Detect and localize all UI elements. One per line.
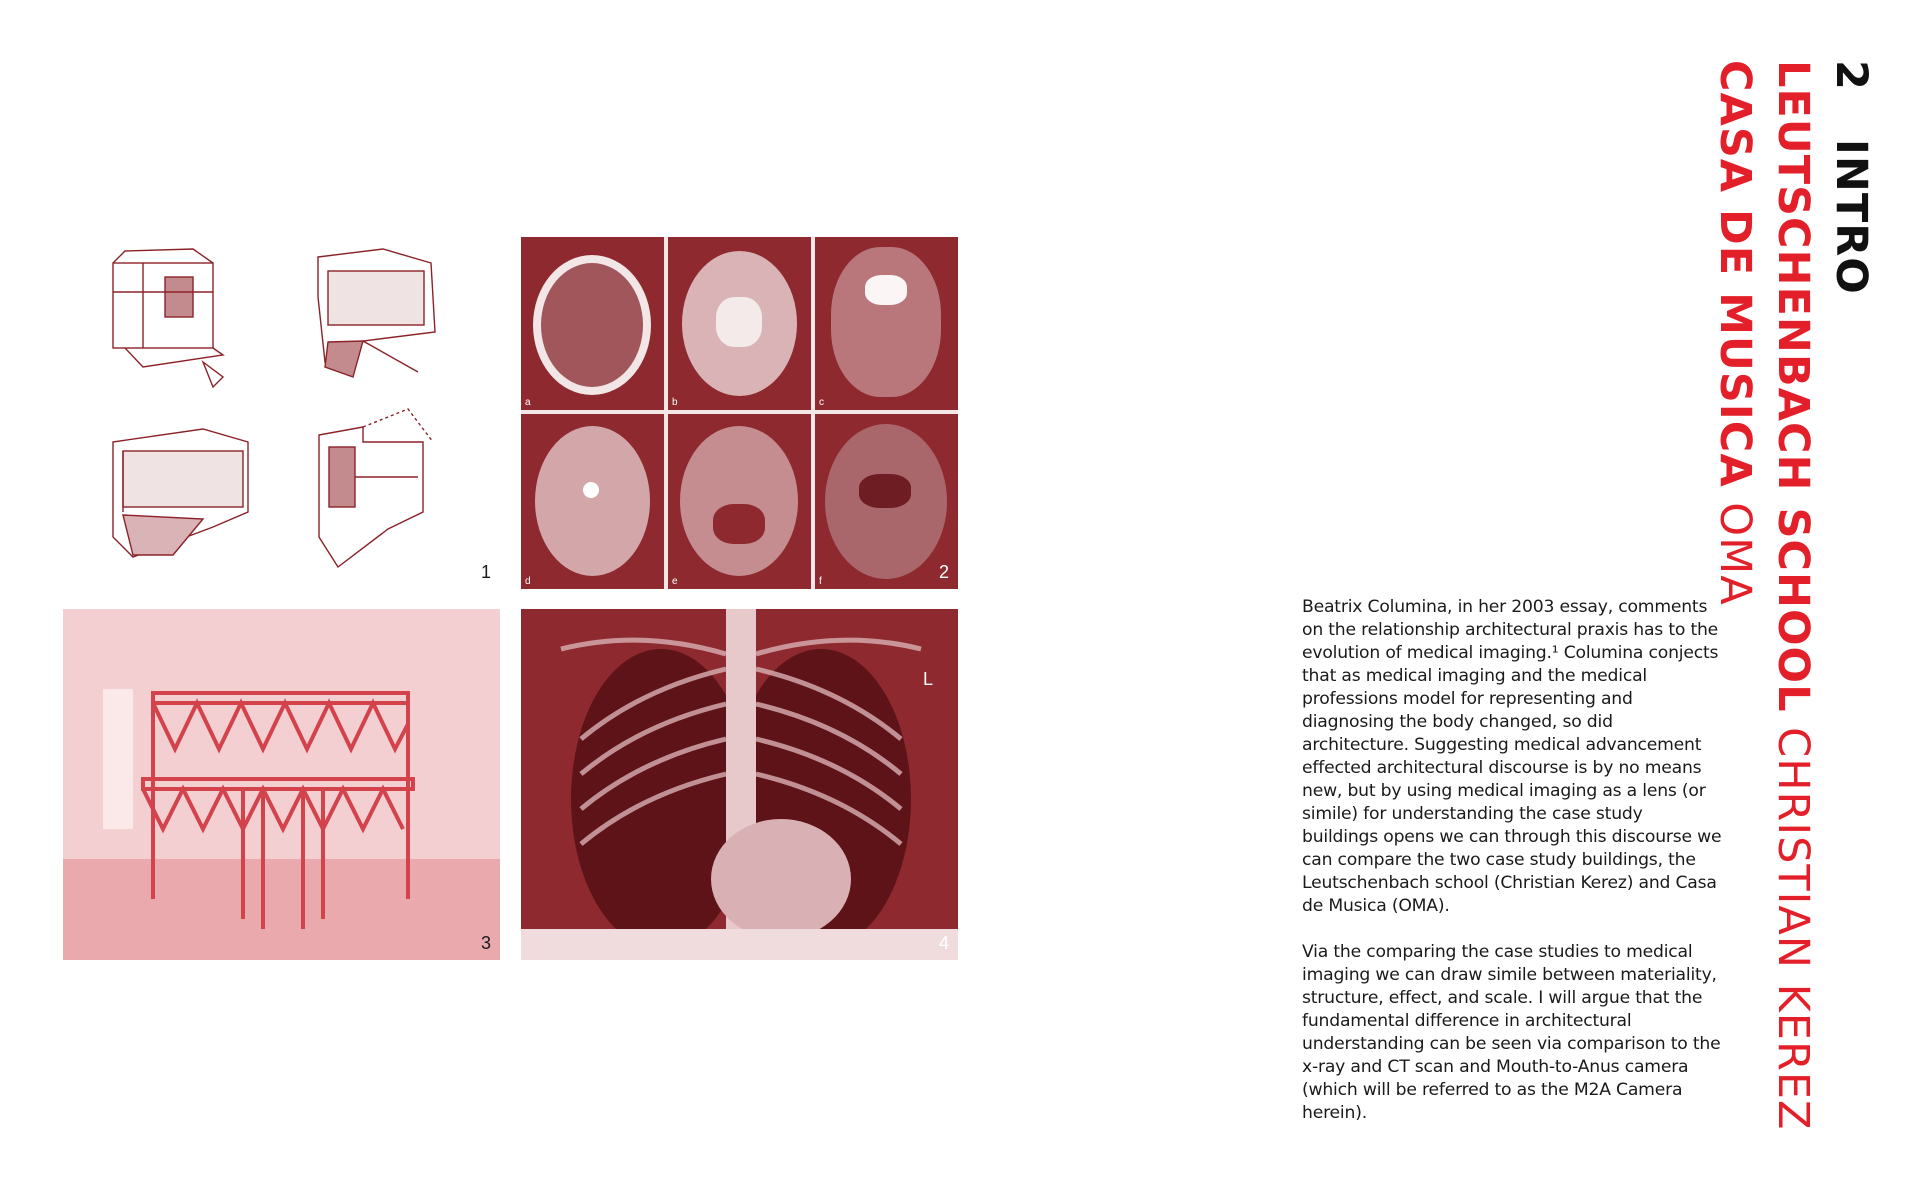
title-line-3 [1706, 60, 1764, 1130]
xray-side-marker: L [923, 669, 934, 689]
mri-panel-d [521, 414, 664, 589]
title-line-2 [1764, 60, 1822, 1130]
paragraph-2: Via the comparing the case studies to medical imaging we can draw simile between materiality, structure, effect, and scale. I will argue that the fundamental difference in architectural understanding can be seen via comparison to the x-ray and CT scan and Mouth-to-Anus camera (which will be referred to as the M2A Camera herein). [1302, 942, 1721, 1123]
mri-panel-a [521, 237, 664, 410]
title-leutschenbach: LEUTSCHENBACH SCHOOL [1768, 60, 1818, 713]
mri-panel-c [815, 237, 958, 410]
mri-panel-b [668, 237, 811, 410]
title-oma: OMA [1710, 502, 1760, 606]
figure-1-floor-plans [63, 237, 500, 589]
title-casa-de-musica: CASA DE MUSICA [1710, 60, 1760, 488]
figure-2-number: 2 [938, 562, 949, 582]
mri-label-a: a [525, 397, 531, 408]
figure-2-brain-scans [521, 237, 958, 589]
figure-3-number: 3 [480, 933, 491, 953]
chest-xray-drawing [521, 609, 958, 960]
mri-panel-e [668, 414, 811, 589]
red-structure-drawing [63, 609, 500, 960]
figure-4-chest-xray [521, 609, 958, 960]
title-christian-kerez: CHRISTIAN KEREZ [1768, 727, 1818, 1131]
mri-label-b: b [672, 397, 678, 408]
vertical-title-rotated [1706, 60, 1880, 1130]
figure-4-number: 4 [938, 933, 949, 953]
mri-label-e: e [672, 576, 678, 587]
figure-3-red-structure [63, 609, 500, 960]
page-number: 2 [1826, 60, 1876, 91]
floor-plans-drawing [63, 237, 500, 589]
body-text [1302, 596, 1722, 1148]
section-title: INTRO [1826, 138, 1876, 295]
mri-panel-f [815, 414, 958, 589]
figure-1-number: 1 [480, 562, 491, 582]
mri-label-c: c [819, 397, 824, 408]
paragraph-1: Beatrix Columina, in her 2003 essay, comments on the relationship architectural praxis has to the evolution of medical imaging.¹ Columina conjects that as medical imaging and the medical professions model for representing and diagnosing the body changed, so did architecture. Suggesting medical advancement effected architectural discourse is by no means new, but by using medical imaging as a lens (or simile) for understanding the case study buildings opens we can through this discourse we can compare the two case study buildings, the Leutschenbach school (Christian Kerez) and Casa de Musica (OMA). [1302, 597, 1722, 916]
vertical-title [1710, 60, 1880, 1131]
mri-label-f: f [819, 576, 822, 587]
title-line-1 [1822, 60, 1880, 1130]
mri-label-d: d [525, 576, 531, 587]
